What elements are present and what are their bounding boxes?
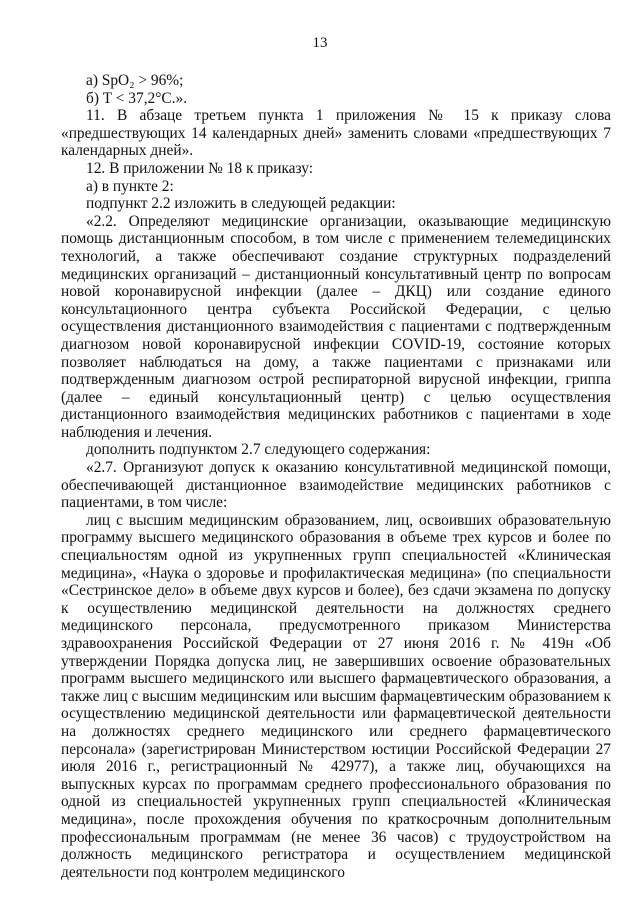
paragraph: а) SpO₂ > 96%;: [86, 72, 184, 89]
paragraph: «2.2. Определяют медицинские организации, оказывающие медицинскую помощь дистанционным способом, в том числе с применением телемедицинских технологий, а также обеспечивают создание структурных подразделений медицинских организаций – дистанционный консультативный центр по вопросам новой коронавирусной инфекции (далее – ДКЦ) или создание единого консультационного центра субъекта Российской Федерации, с целью осуществления дистанционного взаимодействия с пациентами с подтвержденным диагнозом новой коронавирусной инфекции COVID-19, состояние которых позволяет наблюдаться на дому, а также пациентами с признаками или подтвержденным диагнозом острой респираторной вирусной инфекции, гриппа (далее – единый консультационный центр) с целью осуществления дистанционного взаимодействия медицинских работников с пациентами в ходе наблюдения и лечения.: [61, 212, 611, 441]
paragraph: б) T < 37,2°С.».: [86, 89, 188, 107]
paragraph: а) в пункте 2:: [86, 177, 174, 195]
paragraph: дополнить подпунктом 2.7 следующего содержания:: [86, 441, 431, 459]
paragraph: лиц с высшим медицинским образованием, лиц, освоивших образовательную программу высшего медицинского образования в объеме трех курсов и более по специальностям одной из укрупненных групп специальностей «Клиническая медицина», «Наука о здоровье и профилактическая медицина» (по специальности «Сестринское дело» в объеме двух курсов и более), без сдачи экзамена по допуску к осуществлению медицинской деятельности на должностях среднего медицинского персонала, предусмотренного приказом Министерства здравоохранения Российской Федерации от 27 июня 2016 г. № 419н «Об утверждении Порядка допуска лиц, не завершивших освоение образовательных программ высшего медицинского или высшего фармацевтического образования, а также лиц с высшим медицинским или высшим фармацевтическим образованием к осуществлению медицинской деятельности или фармацевтической деятельности на должностях среднего медицинского или среднего фармацевтического персонала» (зарегистрирован Министерством юстиции Российской Федерации 27 июля 2016 г., регистрационный № 42977), а также лиц, обучающихся на выпускных курсах по программам среднего профессионального образования по одной из специальностей укрупненных групп специальностей «Клиническая медицина», после прохождения обучения по краткосрочным дополнительным профессиональным программам (не менее 36 часов) с трудоустройством на должность медицинского регистратора и осуществлением медицинской деятельности под контролем медицинского: [61, 511, 611, 881]
page-number: 13: [312, 35, 328, 51]
paragraph: 11. В абзаце третьем пункта 1 приложения № 15 к приказу слова «предшествующих 14 календарных дней» заменить словами «предшествующих 7 календарных дней».: [61, 107, 611, 160]
paragraph: 12. В приложении № 18 к приказу:: [86, 159, 314, 177]
document-body: [61, 72, 611, 881]
paragraph: «2.7. Организуют допуск к оказанию консультативной медицинской помощи, обеспечивающей дистанционное взаимодействие медицинских работников с пациентами, в том числе:: [61, 459, 611, 512]
paragraph: подпункт 2.2 изложить в следующей редакции:: [86, 195, 396, 213]
